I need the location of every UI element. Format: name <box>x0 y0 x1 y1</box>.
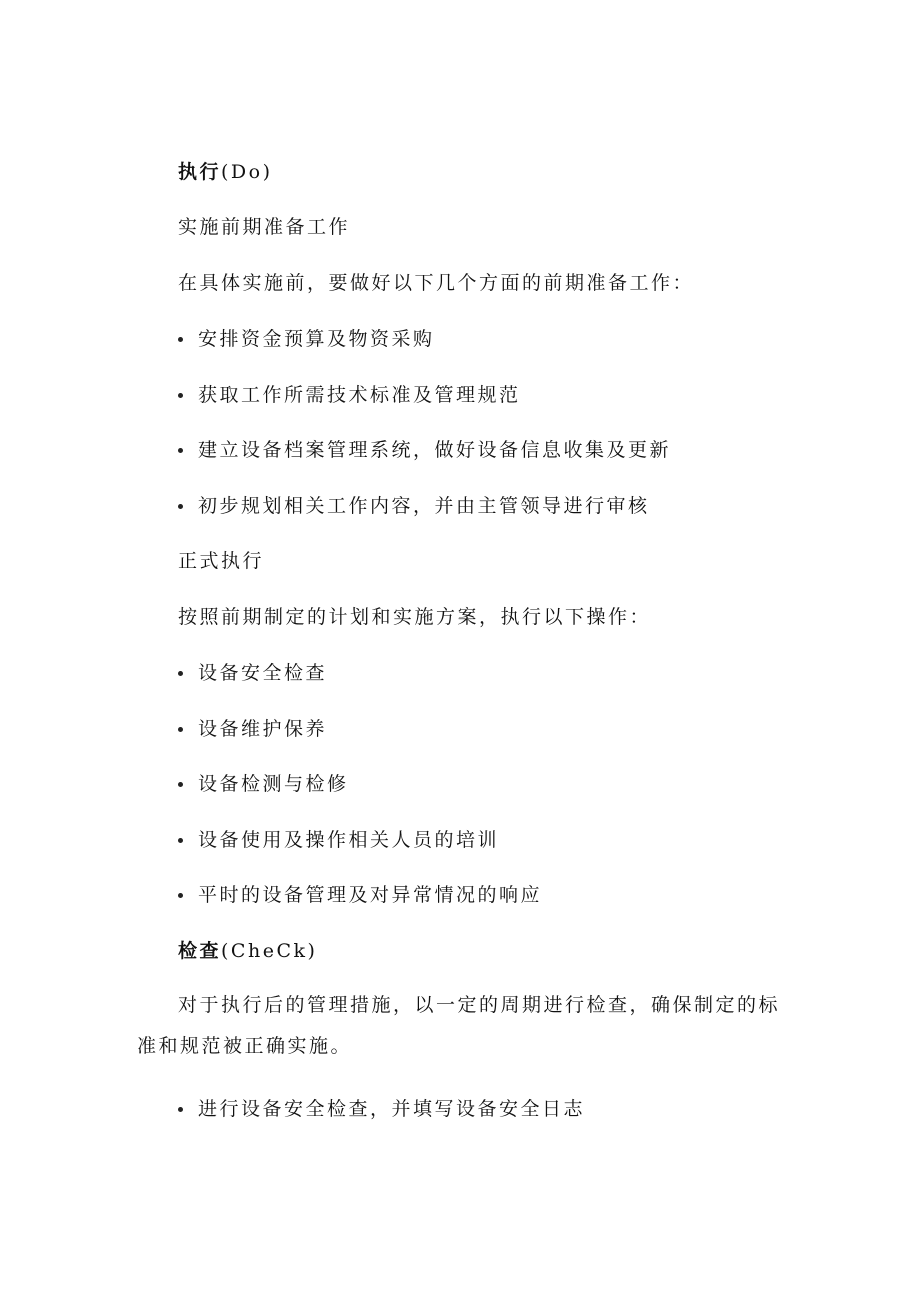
bullet-dot <box>178 448 183 453</box>
bullet-dot <box>178 782 183 787</box>
bullet-dot <box>178 727 183 732</box>
list-item: 进行设备安全检查，并填写设备安全日志 <box>198 1098 586 1120</box>
check-paragraph: 对于执行后的管理措施，以一定的周期进行检查，确保制定的标准和规范被正确实施。 <box>137 994 781 1057</box>
list-item: 初步规划相关工作内容，并由主管领导进行审核 <box>198 495 650 517</box>
bullet-dot <box>178 393 183 398</box>
do-heading-en: (Do) <box>221 161 273 183</box>
prep-subheading: 实施前期准备工作 <box>178 216 351 238</box>
check-heading-cn: 检查 <box>178 940 222 962</box>
check-section-heading <box>178 939 317 963</box>
bullet-dot <box>178 671 183 676</box>
bullet-dot <box>178 893 183 898</box>
do-heading-cn: 执行 <box>178 161 222 183</box>
list-item: 设备使用及操作相关人员的培训 <box>198 829 500 851</box>
do-section-heading <box>178 160 273 184</box>
list-item: 安排资金预算及物资采购 <box>198 328 435 350</box>
list-item: 建立设备档案管理系统，做好设备信息收集及更新 <box>198 439 672 461</box>
prep-intro-text: 在具体实施前，要做好以下几个方面的前期准备工作： <box>178 272 695 294</box>
list-item: 设备安全检查 <box>198 662 328 684</box>
bullet-dot <box>178 337 183 342</box>
exec-subheading: 正式执行 <box>178 550 265 572</box>
list-item: 获取工作所需技术标准及管理规范 <box>198 384 521 406</box>
bullet-dot <box>178 1107 183 1112</box>
bullet-dot <box>178 838 183 843</box>
list-item: 设备维护保养 <box>198 718 328 740</box>
list-item: 平时的设备管理及对异常情况的响应 <box>198 884 543 906</box>
check-heading-en: (CheCk) <box>221 940 318 962</box>
exec-intro-text: 按照前期制定的计划和实施方案，执行以下操作： <box>178 606 652 628</box>
list-item: 设备检测与检修 <box>198 773 349 795</box>
bullet-dot <box>178 504 183 509</box>
